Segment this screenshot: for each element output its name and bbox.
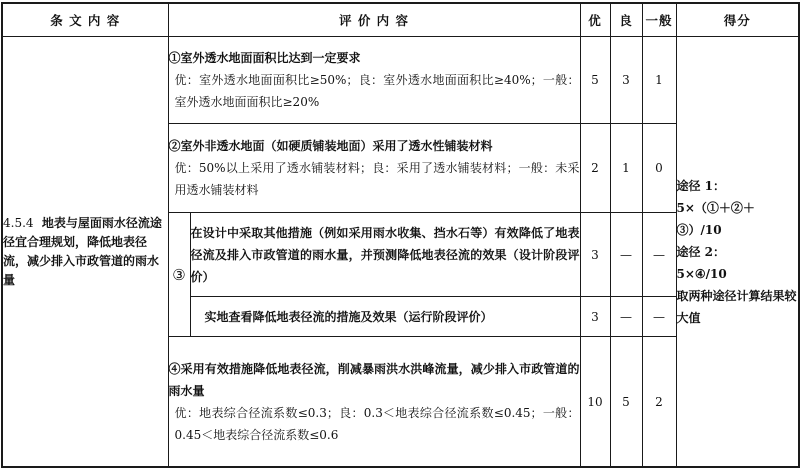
item-2-excellent: 2 <box>580 124 610 213</box>
item-4-detail: 优：地表综合径流系数≤0.3；良：0.3＜地表综合径流系数≤0.45；一般：0.45＜地表综合径流系数≤0.6 <box>174 405 580 442</box>
evaluation-table <box>1 2 800 468</box>
item-2-title: ②室外非透水地面（如硬质铺装地面）采用了透水性铺装材料 <box>168 139 493 153</box>
item-4-content <box>168 337 580 468</box>
item-3b-text: 实地查看降低地表径流的措施及效果（运行阶段评价） <box>204 309 493 324</box>
item-4-title: ④采用有效措施降低地表径流，削减暴雨洪水洪峰流量，减少排入市政管道的雨水量 <box>168 361 580 398</box>
path1-label: 途径 1： <box>676 178 726 193</box>
header-excellent: 优 <box>580 3 610 37</box>
item-3a-text: 在设计中采取其他措施（例如采用雨水收集、挡水石等）有效降低了地表径流及排入市政管道的雨水量，并预测降低地表径流的效果（设计阶段评价） <box>190 225 580 284</box>
header-evaluation: 评 价 内 容 <box>168 3 580 37</box>
item-3a-content <box>190 213 580 297</box>
item-2-content <box>168 124 580 213</box>
clause-number: 4.5.4 <box>3 215 34 230</box>
item-1-detail: 优：室外透水地面面积比≥50%；良：室外透水地面面积比≥40%；一般：室外透水地面面积比≥20% <box>174 73 580 109</box>
item-4-excellent: 10 <box>580 337 610 468</box>
item-4-general: 2 <box>642 337 676 468</box>
item-3a-good: — <box>610 213 642 297</box>
item-3a-excellent: 3 <box>580 213 610 297</box>
item-2-detail: 优：50%以上采用了透水铺装材料；良：采用了透水铺装材料；一般：未采用透水铺装材料 <box>174 161 580 197</box>
header-score: 得分 <box>676 3 799 37</box>
item-2-general: 0 <box>642 124 676 213</box>
clause-cell <box>2 37 168 468</box>
item-3b-good: — <box>610 297 642 337</box>
item-1-content <box>168 37 580 124</box>
item-4-good: 5 <box>610 337 642 468</box>
item-1-good: 3 <box>610 37 642 124</box>
item-1-excellent: 5 <box>580 37 610 124</box>
item-3b-content <box>190 297 580 337</box>
item-3b-general: — <box>642 297 676 337</box>
item-3-marker: ③ <box>168 213 190 337</box>
item-3a-general: — <box>642 213 676 297</box>
path2-label: 途径 2： <box>676 244 726 259</box>
result-note: 取两种途径计算结果较大值 <box>676 288 797 325</box>
score-cell <box>676 37 799 468</box>
header-row <box>2 3 799 37</box>
item-1-general: 1 <box>642 37 676 124</box>
header-good: 良 <box>610 3 642 37</box>
header-general: 一般 <box>642 3 676 37</box>
clause-text: 地表与屋面雨水径流途径宜合理规划，降低地表径流，减少排入市政管道的雨水量 <box>3 215 162 287</box>
item-1-title: ①室外透水地面面积比达到一定要求 <box>168 51 361 65</box>
item-3b-excellent: 3 <box>580 297 610 337</box>
table-row-item-1 <box>2 37 799 124</box>
path2-formula: 5×④/10 <box>676 266 727 281</box>
path1-formula: 5×（①＋②＋③）/10 <box>676 200 755 237</box>
item-2-good: 1 <box>610 124 642 213</box>
header-clause: 条 文 内 容 <box>2 3 168 37</box>
